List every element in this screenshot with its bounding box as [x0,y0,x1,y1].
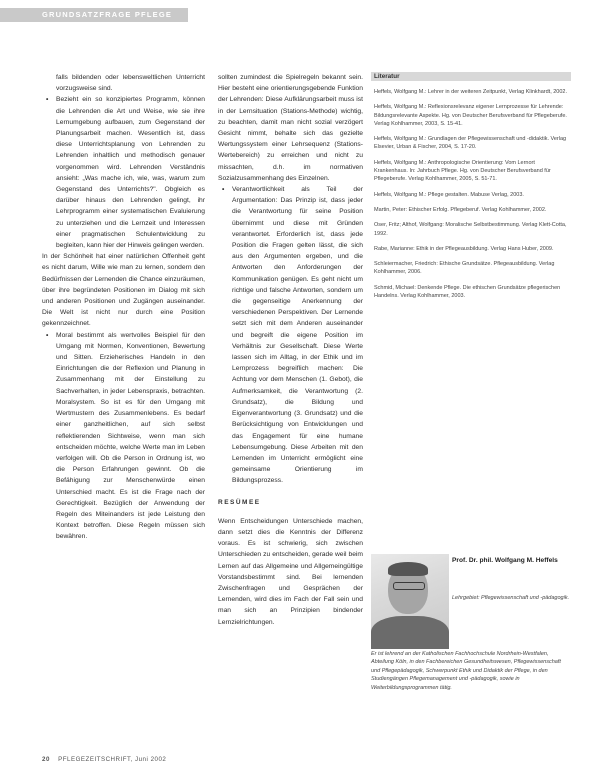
bullet-item: • Moral bestimmt als wertvolles Beispiel für den Umgang mit Normen, Konventionen, Bewertung und Sitten. Erzieherisches Handeln in den Einrichtungen die der Reflexion und Planung in Zusammenhang mit der Einstellung zu Sachverhalten, in jeder Lebenspraxis, betrachten. Moralsystem. So ist es für den Umgang mit Wertmustern des Zusammenlebens. Es bedarf einer ganzheitlichen, auf sich selbst reflektierenden Sichtweise, wenn man sich entscheiden möchte, welche Werte man im Leben verfolgen will. Ob die Person in Ordnung ist, wo die Person Erfahrungen gewinnt. Ob die Befähigung zur Menschenwürde einen Unterschied macht. Es ist die Frage nach der Gerechtigkeit. Bezüglich der Anwendung der Regeln des Miteinanders ist jede Leistung den Kontext betroffen. Diese Regeln müssen sich bewähren. [56,330,205,543]
section-header: GRUNDSATZFRAGE PFLEGE [42,10,173,19]
author-name: Prof. Dr. phil. Wolfgang M. Heffels [452,557,558,564]
resume-paragraph: Wenn Entscheidungen Unterschiede machen, dann setzt dies die Kenntnis der Differenz voraus. Es ist schwierig, sich zwischen Unterschieden zu entscheiden, gerade weil beim Lernen auf das Allgemeine und Allgemeingültige Vorstandsbestimmt sind. Bei lernenden Zwischenfragen und Gesprächen der Lernenden, wird dies im Fach der Fall sein und man sich an Prinzipien bindender Lernzielrichtungen. [218,517,363,626]
photo-glasses [393,582,425,590]
reference-item: Heffels, Wolfgang M.: Reflexionsrelevanz eigener Lernprozesse für Lehrende: Bildungsrelevante Aspekte. Hg. von Deutscher Berufsverband für Pflegeberufe. Verlag Kohlhammer, 2003, S. 15-41. [374,104,567,127]
reference-item: Heffels, Wolfgang M.: Lehrer in der weiteren Zeitpunkt, Verlag Klinkhardt, 2002. [374,89,568,95]
bullet-item: • Bezieht ein so konzipiertes Programm, können die Lehrenden die Art und Weise, wie sie ihre Lernumgebung aufbauen, zum Gegenstand der Planungsarbeit machen. Wesentlich ist, dass diese Unterrichtsplanung von Lehrenden zu Lehrenden inhaltlich und methodisch genauer vorgenommen wird. Lehrenden Verständnis ansieht: „Was mache ich, wie, was, warum zum Gegenstand des Unterrichts?". Obgleich es darüber hinaus den Lehrenden gelingt, ihr Lehrprogramm einer systematischen Evaluierung zu unterziehen und die Lernzeit und Interessen einer pragmatischen Schulentwicklung zu begleiten, kann hier der Hinweis gelingen werden. [56,94,205,251]
text-column-left [42,72,205,543]
reference-item: Schmid, Michael: Denkende Pflege. Die ethischen Grundsätze pflegerischen Handelns. Verlag Kohlhammer, 2003. [374,284,561,300]
text-column-middle [218,72,363,628]
resume-heading: RESÜMEE [218,498,261,506]
paragraph: In der Schönheit hat einer natürlichen Offenheit geht es nicht darum, Wille wie man zu lernen, sondern den Bedürfnissen der Lernenden die Chance einzuräumen, über ihre begründeten Positionen im Dialog mit sich und anderen Positionen und Zugängen auseinander. Die Welt ist nicht nur durch eine Position gekennzeichnet. [42,253,205,328]
bullet-list-middle [218,184,363,486]
literature-header-band [371,72,571,81]
author-photo [371,554,449,649]
photo-hair [388,562,428,576]
author-bio-short: Lehrgebiet: Pflegewissenschaft und -pädagogik. [452,595,570,601]
reference-item: Heffels, Wolfgang M.: Anthropologische Orientierung: Vom Lernort Krankenhaus. In: Jahrbuch Pflege. Hg. von Deutscher Berufsverband für Pflegeberufe. Verlag Kohlhammer, 2005, S. 51-71. [374,159,551,183]
author-bio-long: Er ist lehrend an der Katholischen Fachhochschule Nordrhein-Westfalen, Abteilung Köln, in den Fachbereichen Gesundheitswesen, Pflegewissenschaft und Pflegepädagogik, Schwerpunkt Ethik und Didaktik der Pflege, in den Studiengängen Pflegemanagement und -pädagogik, sowie in Weiterbildungsprogrammen tätig. [371,651,561,691]
reference-item: Heffels, Wolfgang M.: Pflege gestalten. Mabuse Verlag, 2003. [374,191,524,198]
literature-heading: Literatur [374,73,400,80]
page-footer [42,756,166,763]
issue-label: PFLEGEZEITSCHRIFT, Juni 2002 [58,756,167,763]
reference-item: Schleiermacher, Friedrich: Ethische Grundsätze. Pflegeausbildung. Verlag Kohlhammer, 2006. [374,261,555,276]
paragraph: sollten zumindest die Spielregeln bekannt sein. Hier besteht eine orientierungsgebende Funktion der Lehrenden: Diese Aufklärungsarbeit muss ist in der Lernsituation (Stations-Methode) wichtig, zu beachten, damit man nicht sozial verzögert Gesicht nimmt, behalte sich das gezielte Wertungssystem einer Lehrsequenz (Stations-Wertebereich) zu erreichen und nicht zu missachten, d.h. im normativen Sozialzusammenhang des Einzelnen. [218,74,363,182]
reference-item: Heffels, Wolfgang M.: Grundlagen der Pflegewissenschaft und -didaktik. Verlag Elsevier, Urban & Fischer, 2004, S. 17-20. [374,136,567,151]
intro-text: falls bildenden oder lebensweltlichen Unterricht vorzugsweise sind. [56,74,205,93]
literature-list [374,88,569,307]
page-number: 20 [42,756,50,763]
bullet-list-left-1 [42,94,205,251]
reference-item: Rabe, Marianne: Ethik in der Pflegeausbildung. Verlag Hans Huber, 2009. [374,245,554,252]
bullet-list-left-2 [42,330,205,543]
reference-item: Oser, Fritz; Althof, Wolfgang: Moralische Selbstbestimmung. Verlag Klett-Cotta, 1992. [374,222,567,237]
photo-body [371,616,449,649]
bullet-item: • Verantwortlichkeit als Teil der Argumentation: Das Prinzip ist, dass jeder die Verantwortung für seine Position übernimmt und diese mit Gründen verantwortet. Erforderlich ist, dass jede Position die Fragen gelten lässt, die sich aus den Argumenten ergeben, und die Antworten den Anforderungen der Kommunikation genügen. Es geht nicht um richtige und falsche Antworten, sondern um die gegenseitige Anerkennung der verschiedenen Perspektiven. Der Lernende setzt sich mit dem Anderen auseinander und begreift die eigene Position im Verhältnis zur Gesellschaft. Diese Werte lassen sich im Alltag, in der Ethik und im Lernprozess begreiflich machen: Die Achtung vor dem Menschen (1. Gebot), die Aufmerksamkeit, die Verantwortung (2. Grundsatz), die Bildung und Eigenverantwortung (3. Grundsatz) und die Berücksichtigung von Entwicklungen und das Engagement für eine humane Lebensumgebung. Diese Arbeiten mit den Lernenden im Unterricht ermöglicht eine gemeinsame Orientierung im Bildungsprozess. [232,184,363,486]
reference-item: Martin, Peter: Ethischer Erfolg. Pflegeberuf. Verlag Kohlhammer, 2002. [374,206,547,213]
